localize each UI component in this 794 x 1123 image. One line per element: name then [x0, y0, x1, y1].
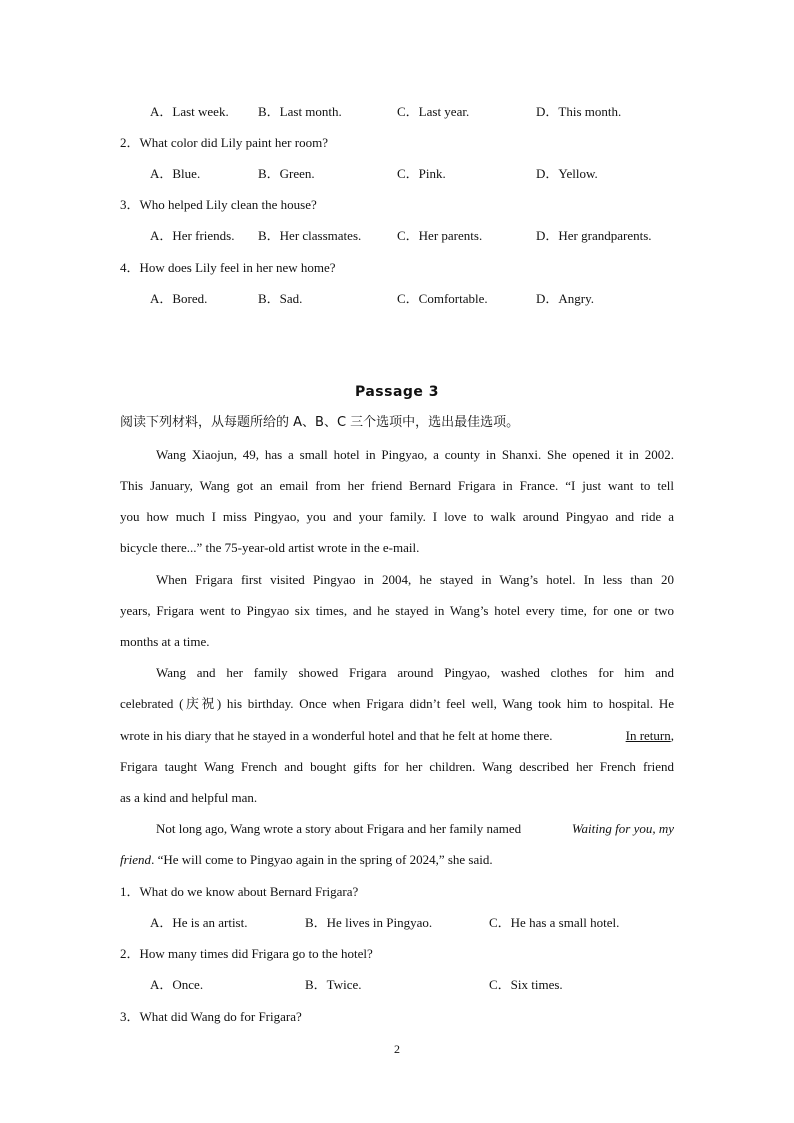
- question-number: 3．: [120, 197, 140, 212]
- option-a: A．Bored.: [150, 291, 208, 306]
- option-c: C．Pink.: [397, 166, 446, 181]
- question-number: 2．: [120, 135, 140, 150]
- option-c: C．Six times.: [489, 977, 563, 992]
- sentence-text: wrote in his diary that he stayed in a wonderful hotel and that he felt at home there.: [120, 728, 553, 743]
- question-2: [120, 946, 373, 962]
- option-b: B．Twice.: [305, 977, 362, 992]
- paragraph-line: celebrated (庆祝) his birthday. Once when Frigara didn’t feel well, Wang took him to hospital. He: [120, 696, 674, 711]
- question-text: What do we know about Bernard Frigara?: [139, 884, 359, 899]
- paragraph-line: months at a time.: [120, 634, 210, 649]
- page-number: 2: [394, 1042, 400, 1056]
- question-text: How does Lily feel in her new home?: [139, 260, 336, 275]
- paragraph-line: [120, 852, 493, 868]
- story-title: Waiting for you, my: [571, 821, 674, 836]
- option-d: D．Yellow.: [536, 166, 598, 181]
- option-a: A．Last week.: [150, 104, 229, 119]
- paragraph-line: When Frigara first visited Pingyao in 2004, he stayed in Wang’s hotel. In less than 20: [156, 572, 674, 587]
- paragraph-line: bicycle there...” the 75-year-old artist wrote in the e-mail.: [120, 540, 420, 555]
- question-number: 4．: [120, 260, 140, 275]
- option-d: D．Her grandparents.: [536, 228, 652, 243]
- punctuation: ,: [670, 728, 674, 743]
- paragraph-line: Wang Xiaojun, 49, has a small hotel in Pingyao, a county in Shanxi. She opened it in 2002.: [156, 447, 674, 462]
- option-b: B．Her classmates.: [258, 228, 362, 243]
- question-number: 2．: [120, 946, 140, 961]
- paragraph-line: This January, Wang got an email from her friend Bernard Frigara in France. “I just want to tell: [120, 478, 674, 493]
- question-2: [120, 135, 328, 151]
- question-number: 3．: [120, 1009, 140, 1024]
- paragraph-line: you how much I miss Pingyao, you and your family. I love to walk around Pingyao and ride a: [120, 509, 674, 524]
- option-a: A．Once.: [150, 977, 204, 992]
- underlined-phrase: In return: [625, 728, 671, 743]
- question-number: 1．: [120, 884, 140, 899]
- story-title-end: friend: [120, 852, 152, 867]
- passage-heading: Passage 3: [354, 384, 440, 400]
- paragraph-line: [156, 821, 674, 837]
- question-text: What color did Lily paint her room?: [139, 135, 328, 150]
- sentence-text: . “He will come to Pingyao again in the spring of 2024,” she said.: [151, 852, 493, 867]
- option-d: D．Angry.: [536, 291, 595, 306]
- option-b: B．He lives in Pingyao.: [305, 915, 433, 930]
- question-text: What did Wang do for Frigara?: [139, 1009, 302, 1024]
- option-c: C．Last year.: [397, 104, 470, 119]
- question-text: How many times did Frigara go to the hotel?: [139, 946, 373, 961]
- question-1: [120, 884, 358, 900]
- paragraph-line: [120, 728, 674, 744]
- option-b: B．Sad.: [258, 291, 303, 306]
- paragraph-line: Frigara taught Wang French and bought gifts for her children. Wang described her French friend: [120, 759, 674, 774]
- option-a: A．He is an artist.: [150, 915, 248, 930]
- paragraph-line: years, Frigara went to Pingyao six times, and he stayed in Wang’s hotel every time, for one or two: [120, 603, 674, 618]
- sentence-text: Not long ago, Wang wrote a story about Frigara and her family named: [156, 821, 522, 836]
- question-3: [120, 197, 317, 213]
- option-c: C．Her parents.: [397, 228, 483, 243]
- option-b: B．Last month.: [258, 104, 342, 119]
- option-c: C．Comfortable.: [397, 291, 488, 306]
- instruction: 阅读下列材料，从每题所给的 A、B、C 三个选项中，选出最佳选项。: [120, 415, 520, 430]
- option-a: A．Blue.: [150, 166, 201, 181]
- paragraph-line: Wang and her family showed Frigara around Pingyao, washed clothes for him and: [156, 665, 674, 680]
- question-4: [120, 260, 336, 276]
- paragraph-line: as a kind and helpful man.: [120, 790, 258, 805]
- option-d: D．This month.: [536, 104, 622, 119]
- option-c: C．He has a small hotel.: [489, 915, 620, 930]
- question-3: [120, 1009, 302, 1025]
- option-a: A．Her friends.: [150, 228, 235, 243]
- option-b: B．Green.: [258, 166, 315, 181]
- question-text: Who helped Lily clean the house?: [139, 197, 317, 212]
